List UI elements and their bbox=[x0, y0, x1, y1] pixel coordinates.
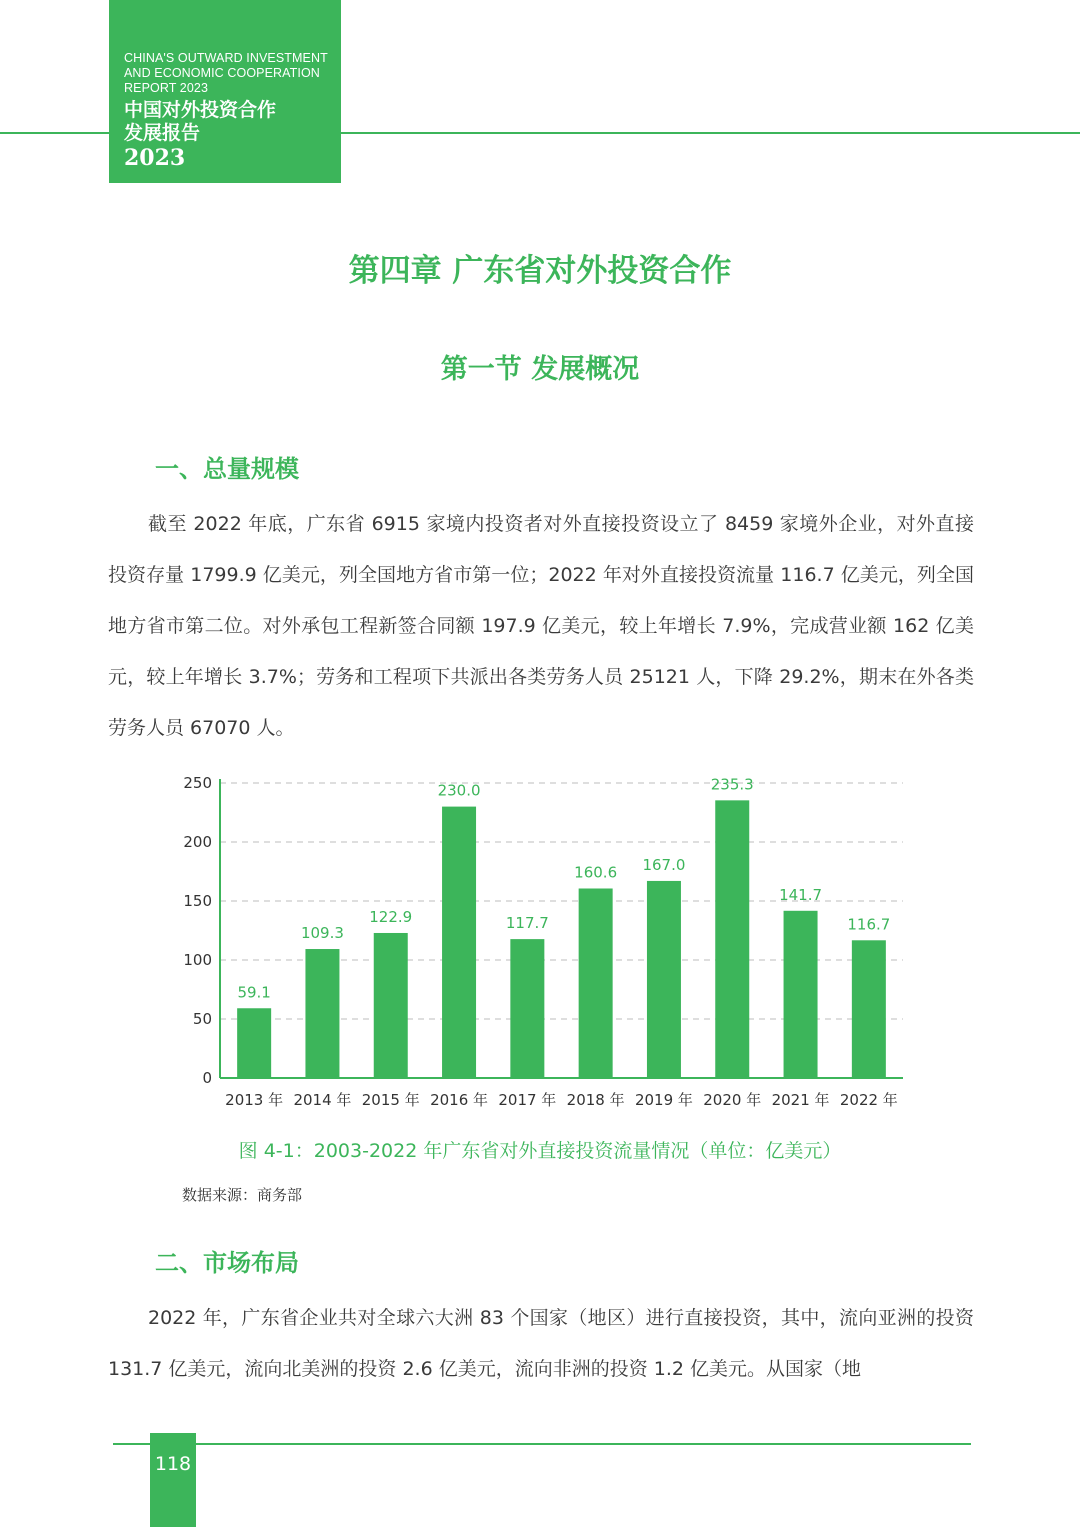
paragraph-scale: 截至 2022 年底，广东省 6915 家境内投资者对外直接投资设立了 8459 家境外企业，对外直接投资存量 1799.9 亿美元，列全国地方省市第一位；2022 年对外直接投资流量 116.7 亿美元，列全国地方省市第二位。对外承包工程新签合同额 197.9 亿美元，较上年增长 7.9%，完成营业额 162 亿美元，较上年增长 3.7%；劳务和工程项下共派出各类劳务人员 25121 人，下降 29.2%，期末在外各类劳务人员 67070 人。 bbox=[108, 513, 974, 739]
bar-chart bbox=[170, 768, 910, 1116]
data-label: 116.7 bbox=[847, 915, 891, 934]
x-tick-label: 2022 年 bbox=[839, 1091, 898, 1109]
bar bbox=[579, 888, 613, 1078]
y-tick-label: 200 bbox=[183, 833, 212, 851]
data-label: 109.3 bbox=[300, 924, 344, 943]
chapter-title: 第四章 广东省对外投资合作 bbox=[348, 253, 732, 289]
paragraph-market: 2022 年，广东省企业共对全球六大洲 83 个国家（地区）进行直接投资，其中，流向亚洲的投资 131.7 亿美元，流向北美洲的投资 2.6 亿美元，流向非洲的投资 1.2 亿美元。从国家（地 bbox=[108, 1307, 974, 1380]
data-label: 235.3 bbox=[710, 775, 754, 794]
x-tick-label: 2020 年 bbox=[703, 1091, 762, 1109]
data-label: 167.0 bbox=[642, 855, 686, 874]
header-english-line-2: AND ECONOMIC COOPERATION bbox=[124, 66, 320, 80]
section-title: 第一节 发展概况 bbox=[440, 354, 640, 385]
header-year: 2023 bbox=[124, 145, 186, 171]
x-tick-label: 2016 年 bbox=[430, 1091, 489, 1109]
chart-source: 数据来源：商务部 bbox=[182, 1186, 303, 1204]
page-number-block bbox=[150, 1433, 196, 1527]
y-tick-label: 50 bbox=[192, 1010, 212, 1028]
bar bbox=[647, 881, 681, 1078]
chart-caption: 图 4-1：2003-2022 年广东省对外直接投资流量情况（单位：亿美元） bbox=[238, 1140, 842, 1162]
data-label: 141.7 bbox=[779, 885, 823, 904]
bar bbox=[852, 940, 886, 1078]
data-label: 117.7 bbox=[505, 914, 549, 933]
y-tick-label: 0 bbox=[202, 1069, 212, 1087]
bar bbox=[374, 933, 408, 1078]
bar bbox=[784, 911, 818, 1078]
header-english-line-3: REPORT 2023 bbox=[124, 81, 209, 95]
footer-rule bbox=[113, 1443, 971, 1445]
bar bbox=[510, 939, 544, 1078]
bar bbox=[442, 807, 476, 1078]
x-tick-label: 2018 年 bbox=[566, 1091, 625, 1109]
bar bbox=[237, 1008, 271, 1078]
bar bbox=[715, 800, 749, 1078]
x-tick-label: 2019 年 bbox=[634, 1091, 693, 1109]
bar bbox=[305, 949, 339, 1078]
y-tick-label: 100 bbox=[183, 951, 212, 969]
x-tick-label: 2014 年 bbox=[293, 1091, 352, 1109]
data-label: 122.9 bbox=[369, 907, 413, 926]
y-tick-label: 250 bbox=[183, 774, 212, 792]
header-chinese-line-1: 中国对外投资合作 bbox=[124, 99, 277, 121]
report-header-block bbox=[109, 0, 341, 183]
y-tick-label: 150 bbox=[183, 892, 212, 910]
header-chinese-line-2: 发展报告 bbox=[124, 122, 201, 144]
x-tick-label: 2015 年 bbox=[361, 1091, 420, 1109]
subsection-title-market: 二、市场布局 bbox=[155, 1249, 299, 1277]
data-label: 230.0 bbox=[437, 781, 481, 800]
data-label: 59.1 bbox=[237, 983, 271, 1002]
x-tick-label: 2017 年 bbox=[498, 1091, 557, 1109]
subsection-title-scale: 一、总量规模 bbox=[155, 455, 299, 483]
x-tick-label: 2021 年 bbox=[771, 1091, 830, 1109]
data-label: 160.6 bbox=[574, 863, 618, 882]
header-english-line-1: CHINA'S OUTWARD INVESTMENT bbox=[124, 51, 328, 65]
x-tick-label: 2013 年 bbox=[225, 1091, 284, 1109]
page-number: 118 bbox=[154, 1453, 192, 1475]
